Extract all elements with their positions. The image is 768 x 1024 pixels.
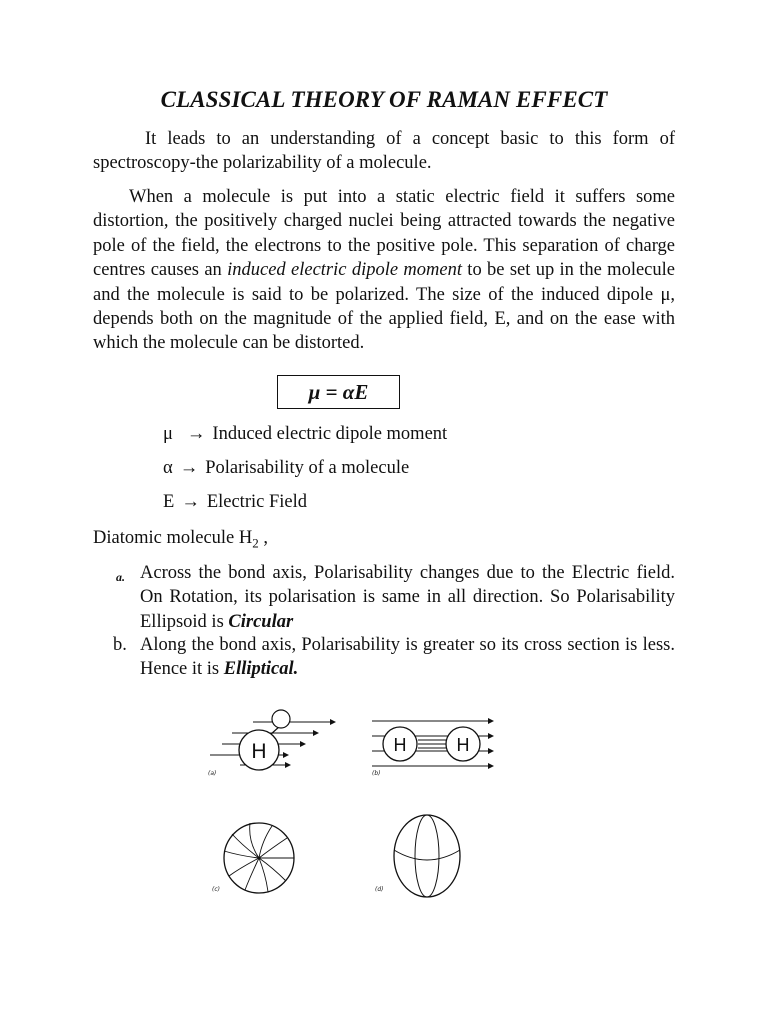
meridian-line <box>415 815 439 897</box>
panel-c-diagram <box>212 823 294 893</box>
formula: μ = αE <box>308 379 369 404</box>
arrow-icon: → <box>179 458 199 478</box>
page-title: CLASSICAL THEORY OF RAMAN EFFECT <box>160 87 608 112</box>
diatomic-subscript: 2 <box>252 535 259 551</box>
polarization-text-after: to be set up in the molecule and the molecule is said to be polarized. The size of the induced dipole μ, depends both on the magnitude of the applied field, E, and on the ease with which the molecule can be distorted. <box>93 260 675 354</box>
caption-c: (c) <box>212 886 220 893</box>
intro-text: It leads to an understanding of a concept basic to this form of spectroscopy-the polarizability of a molecule. <box>93 129 675 174</box>
list-emphasis: Elliptical. <box>223 659 299 680</box>
list-text: Across the bond axis, Polarisability changes due to the Electric field. On Rotation, its polarisation is same in all direction. So Polarisability Ellipsoid is <box>140 563 675 632</box>
definition-meaning: Induced electric dipole moment <box>212 424 448 444</box>
list-marker: b. <box>113 635 127 655</box>
definition-meaning: Polarisability of a molecule <box>205 458 410 478</box>
panel-a-diagram <box>208 710 335 777</box>
polarization-text-before: When a molecule is put into a static electric field it suffers some distortion, the positively charged nuclei being attracted towards the negative pole of the field, the electrons to the positive pole. This separation of charge centres causes an <box>93 187 675 281</box>
caption-b: (b) <box>372 770 381 777</box>
caption-d: (d) <box>375 886 384 893</box>
definition-meaning: Electric Field <box>206 492 307 512</box>
list-marker: a. <box>116 570 125 584</box>
elliptical-ellipsoid <box>394 815 460 897</box>
definition-symbol: E <box>163 492 175 512</box>
atom-label: H <box>251 740 267 763</box>
arrow-icon: → <box>186 424 206 444</box>
diatomic-suffix: , <box>258 528 269 548</box>
atom-label: H <box>393 735 407 755</box>
panel-b-diagram <box>372 721 493 777</box>
arrow-icon: → <box>181 492 200 512</box>
h-atom-small-circle <box>272 710 290 728</box>
caption-a: (a) <box>208 770 217 777</box>
definition-symbol: α <box>163 458 173 478</box>
definition-symbol: μ <box>163 424 173 444</box>
list-emphasis: Circular <box>228 611 294 632</box>
atom-label: H <box>456 735 470 755</box>
center-dot <box>258 857 261 860</box>
polarization-text-italic: induced electric dipole moment <box>227 260 462 281</box>
diatomic-text: Diatomic molecule H <box>93 528 253 548</box>
panel-d-diagram <box>375 815 460 897</box>
equator-line <box>394 850 460 860</box>
list-text: Along the bond axis, Polarisability is greater so its cross section is less. Hence it is <box>140 635 675 680</box>
